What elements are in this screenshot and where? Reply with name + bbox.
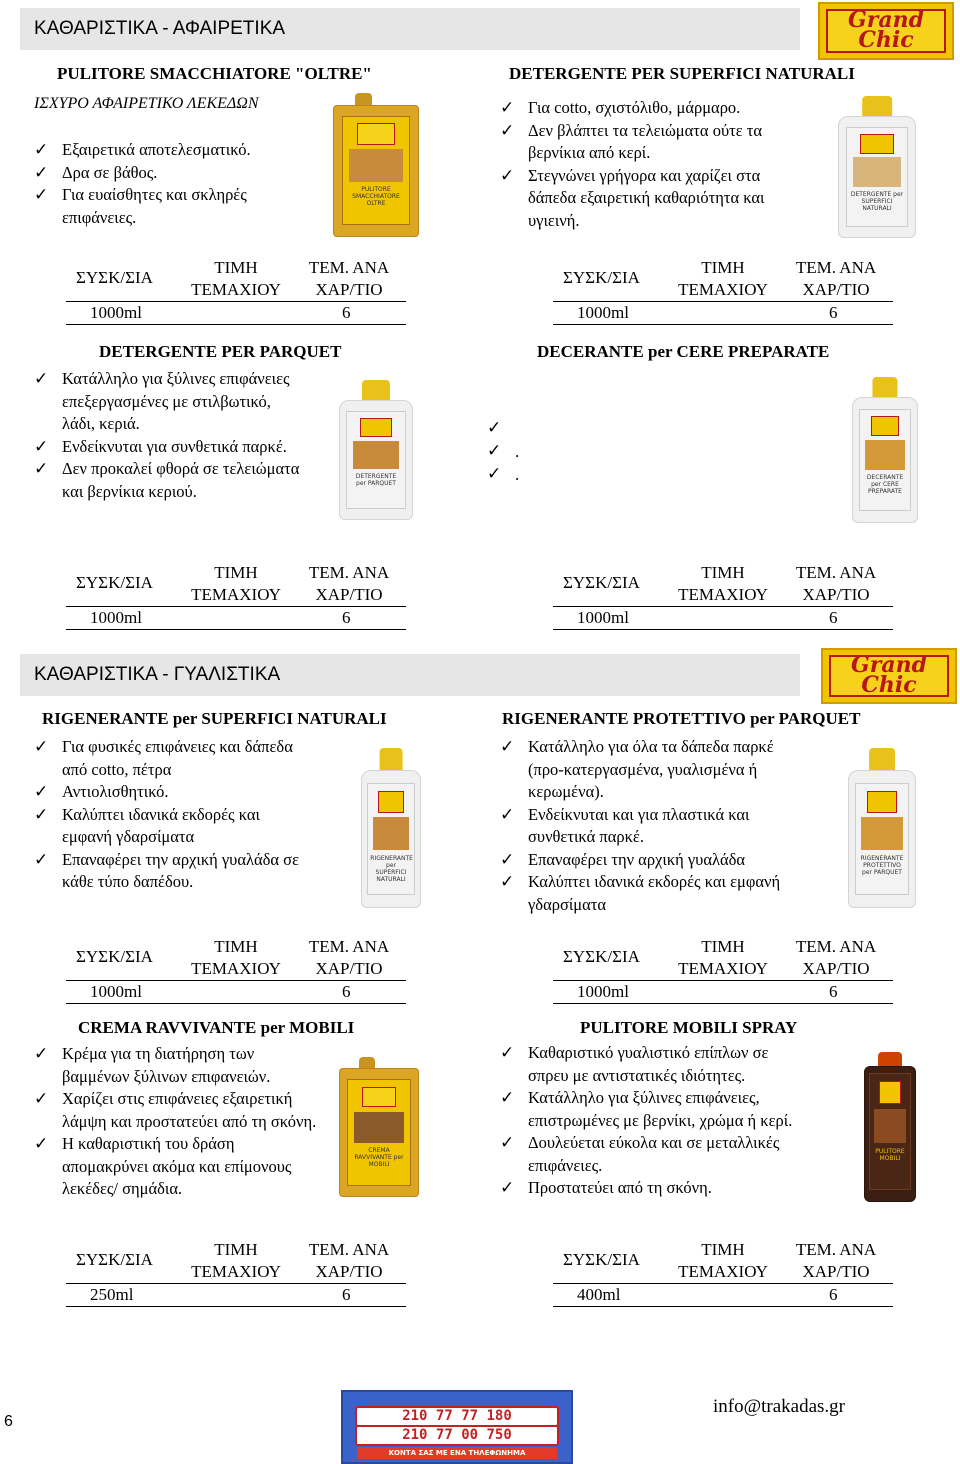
product-image-tin-can: CREMA RAVVIVANTE per MOBILI <box>339 1057 419 1197</box>
table-row <box>553 607 893 630</box>
brand-logo <box>818 2 954 60</box>
product-image-spray-can: PULITORE MOBILI <box>864 1052 916 1202</box>
feature-item: ✓ Καθαριστικό γυαλιστικό επίπλων σε σπρευ με αντιστατικές ιδιότητες. <box>500 1042 808 1087</box>
feature-item: ✓ Επαναφέρει την αρχική γυαλάδα σε κάθε τύπο δαπέδου. <box>34 849 304 894</box>
feature-item: ✓ Κατάλληλο για ξύλινες επιφάνειες επεξεργασμένες με στιλβωτικό, λάδι, κεριά. <box>34 368 302 436</box>
product-title: RIGENERANTE PROTETTIVO per PARQUET <box>502 709 861 728</box>
col-header-qty: ΤΕΜ. ΑΝΑ ΧΑΡ/ΤΙΟ <box>795 258 877 299</box>
col-header-pack: ΣΥΣΚ/ΣΙΑ <box>563 268 640 287</box>
col-header-pack: ΣΥΣΚ/ΣΙΑ <box>563 947 640 966</box>
col-header-price: ΤΙΜΗ ΤΕΜΑΧΙΟΥ <box>678 937 768 978</box>
price-table <box>66 562 406 630</box>
pack-qty: 6 <box>342 1285 351 1304</box>
phone-tagline: ΚΟΝΤΑ ΣΑΣ ΜΕ ΕΝΑ ΤΗΛΕΦΩΝΗΜΑ <box>357 1447 557 1459</box>
col-header-qty: ΤΕΜ. ΑΝΑ ΧΑΡ/ΤΙΟ <box>795 1240 877 1281</box>
brand-logo-text: Grand Chic <box>850 652 927 699</box>
page-number: 6 <box>4 1413 13 1430</box>
feature-item: ✓ Δρα σε βάθος. <box>34 162 304 185</box>
product-image-bottle: DETERGENTE per SUPERFICI NATURALI <box>838 96 916 238</box>
col-header-qty: ΤΕΜ. ΑΝΑ ΧΑΡ/ΤΙΟ <box>308 937 390 978</box>
feature-item: ✓ Δεν βλάπτει τα τελειώματα ούτε τα βερνίκια από κερί. <box>500 120 800 165</box>
pack-qty: 6 <box>829 1285 838 1304</box>
pack-qty: 6 <box>342 982 351 1001</box>
table-row <box>553 302 893 325</box>
col-header-price: ΤΙΜΗ ΤΕΜΑΧΙΟΥ <box>678 258 768 299</box>
section-title: ΚΑΘΑΡΙΣΤΙΚΑ - ΑΦΑΙΡΕΤΙΚΑ <box>34 18 286 39</box>
feature-item: ✓ Ενδείκνυται για συνθετικά παρκέ. <box>34 436 302 459</box>
pack-size: 400ml <box>577 1285 621 1304</box>
price-table <box>66 1239 406 1307</box>
product-title: PULITORE MOBILI SPRAY <box>580 1018 798 1037</box>
pack-size: 250ml <box>90 1285 134 1304</box>
section-title: ΚΑΘΑΡΙΣΤΙΚΑ - ΓΥΑΛΙΣΤΙΚΑ <box>34 664 281 685</box>
table-row <box>66 607 406 630</box>
pack-size: 1000ml <box>90 608 142 627</box>
pack-size: 1000ml <box>577 982 629 1001</box>
feature-item: ✓ Αντιολισθητικό. <box>34 781 304 804</box>
product-image-bottle: RIGENERANTE PROTETTIVO per PARQUET <box>848 748 916 908</box>
table-row <box>66 981 406 1004</box>
feature-item: ✓ Κρέμα για τη διατήρηση των βαμμένων ξύλινων επιφανειών. <box>34 1043 319 1088</box>
phone-number: 210 77 77 180 <box>355 1406 559 1427</box>
feature-item: ✓ Δουλεύεται εύκολα και σε μεταλλικές επιφάνειες. <box>500 1132 808 1177</box>
col-header-price: ΤΙΜΗ ΤΕΜΑΧΙΟΥ <box>678 563 768 604</box>
price-table <box>553 936 893 1004</box>
col-header-price: ΤΙΜΗ ΤΕΜΑΧΙΟΥ <box>191 258 281 299</box>
price-table <box>553 257 893 325</box>
feature-list <box>487 417 547 486</box>
price-table <box>553 1239 893 1307</box>
feature-item: ✓ Η καθαριστική του δράση απομακρύνει ακόμα και επίμονους λεκέδες/ σημάδια. <box>34 1133 319 1201</box>
brand-logo <box>821 648 957 704</box>
product-title: RIGENERANTE per SUPERFICI NATURALI <box>42 709 387 728</box>
product-title: DECERANTE per CERE PREPARATE <box>537 342 830 361</box>
feature-item: ✓ Για φυσικές επιφάνειες και δάπεδα από cotto, πέτρα <box>34 736 304 781</box>
table-row <box>553 981 893 1004</box>
product-image-bottle: DETERGENTE per PARQUET <box>339 380 413 520</box>
product-image-bottle: DECERANTE per CERE PREPARATE <box>852 377 918 523</box>
brand-logo-text: Grand Chic <box>847 7 924 54</box>
phone-banner <box>341 1390 573 1464</box>
col-header-pack: ΣΥΣΚ/ΣΙΑ <box>76 268 153 287</box>
section-header-band <box>20 8 800 50</box>
feature-list <box>34 368 302 503</box>
col-header-price: ΤΙΜΗ ΤΕΜΑΧΙΟΥ <box>191 1240 281 1281</box>
feature-list <box>34 139 304 229</box>
col-header-price: ΤΙΜΗ ΤΕΜΑΧΙΟΥ <box>678 1240 768 1281</box>
col-header-qty: ΤΕΜ. ΑΝΑ ΧΑΡ/ΤΙΟ <box>795 563 877 604</box>
feature-item: ✓ Χαρίζει στις επιφάνειες εξαιρετική λάμψη και προστατεύει από τη σκόνη. <box>34 1088 319 1133</box>
product-image-tin-can: PULITORE SMACCHIATORE OLTRE <box>333 93 419 237</box>
feature-item: ✓ Εξαιρετικά αποτελεσματικό. <box>34 139 304 162</box>
col-header-qty: ΤΕΜ. ΑΝΑ ΧΑΡ/ΤΙΟ <box>308 258 390 299</box>
product-image-bottle: RIGENERANTE per SUPERFICI NATURALI <box>361 748 421 908</box>
pack-size: 1000ml <box>577 608 629 627</box>
table-row <box>66 1284 406 1307</box>
feature-item: ✓ Στεγνώνει γρήγορα και χαρίζει στα δάπεδα εξαιρετική καθαριότητα και υγιεινή. <box>500 165 800 233</box>
col-header-price: ΤΙΜΗ ΤΕΜΑΧΙΟΥ <box>191 937 281 978</box>
pack-qty: 6 <box>829 982 838 1001</box>
feature-item: ✓ Καλύπτει ιδανικά εκδορές και εμφανή γδαρσίματα <box>500 871 800 916</box>
contact-email[interactable]: info@trakadas.gr <box>713 1396 845 1417</box>
feature-item <box>487 417 547 440</box>
col-header-price: ΤΙΜΗ ΤΕΜΑΧΙΟΥ <box>191 563 281 604</box>
feature-item: ✓ Ενδείκνυται και για πλαστικά και συνθετικά παρκέ. <box>500 804 800 849</box>
pack-size: 1000ml <box>90 303 142 322</box>
col-header-pack: ΣΥΣΚ/ΣΙΑ <box>76 1250 153 1269</box>
feature-item: ✓ Κατάλληλο για ξύλινες επιφάνειες, επιστρωμένες με βερνίκι, χρώμα ή κερί. <box>500 1087 808 1132</box>
feature-item: ✓ Κατάλληλο για όλα τα δάπεδα παρκέ (προ-κατεργασμένα, γυαλισμένα ή κερωμένα). <box>500 736 800 804</box>
pack-qty: 6 <box>342 608 351 627</box>
feature-list <box>500 1042 808 1200</box>
feature-item: ✓ Προστατεύει από τη σκόνη. <box>500 1177 808 1200</box>
pack-qty: 6 <box>829 303 838 322</box>
feature-item: ✓ Για cotto, σχιστόλιθο, μάρμαρο. <box>500 97 800 120</box>
feature-list <box>34 736 304 894</box>
col-header-pack: ΣΥΣΚ/ΣΙΑ <box>563 573 640 592</box>
col-header-qty: ΤΕΜ. ΑΝΑ ΧΑΡ/ΤΙΟ <box>795 937 877 978</box>
phone-number: 210 77 00 750 <box>355 1425 559 1446</box>
col-header-pack: ΣΥΣΚ/ΣΙΑ <box>563 1250 640 1269</box>
table-row <box>66 302 406 325</box>
price-table <box>66 257 406 325</box>
col-header-qty: ΤΕΜ. ΑΝΑ ΧΑΡ/ΤΙΟ <box>308 1240 390 1281</box>
feature-item: ✓ Καλύπτει ιδανικά εκδορές και εμφανή γδαρσίματα <box>34 804 304 849</box>
price-table <box>66 936 406 1004</box>
feature-item: ✓ Επαναφέρει την αρχική γυαλάδα <box>500 849 800 872</box>
col-header-pack: ΣΥΣΚ/ΣΙΑ <box>76 573 153 592</box>
pack-qty: 6 <box>342 303 351 322</box>
feature-item: ✓ . <box>487 440 547 463</box>
product-title: PULITORE SMACCHIATORE "OLTRE" <box>57 64 372 83</box>
product-title: CREMA RAVVIVANTE per MOBILI <box>78 1018 355 1037</box>
pack-qty: 6 <box>829 608 838 627</box>
feature-list <box>500 97 800 232</box>
table-row <box>553 1284 893 1307</box>
price-table <box>553 562 893 630</box>
col-header-qty: ΤΕΜ. ΑΝΑ ΧΑΡ/ΤΙΟ <box>308 563 390 604</box>
feature-item: ✓ Δεν προκαλεί φθορά σε τελειώματα και βερνίκια κεριού. <box>34 458 302 503</box>
feature-list <box>500 736 800 916</box>
feature-list <box>34 1043 319 1201</box>
col-header-pack: ΣΥΣΚ/ΣΙΑ <box>76 947 153 966</box>
pack-size: 1000ml <box>577 303 629 322</box>
pack-size: 1000ml <box>90 982 142 1001</box>
product-title: DETERGENTE PER PARQUET <box>99 342 342 361</box>
feature-item: ✓ Για ευαίσθητες και σκληρές επιφάνειες. <box>34 184 304 229</box>
section-header-band <box>20 654 800 696</box>
product-subtitle: ΙΣΧΥΡΟ ΑΦΑΙΡΕΤΙΚΟ ΛΕΚΕΔΩΝ <box>34 95 259 112</box>
feature-item: ✓ . <box>487 463 547 486</box>
product-title: DETERGENTE PER SUPERFICI NATURALI <box>509 64 855 83</box>
